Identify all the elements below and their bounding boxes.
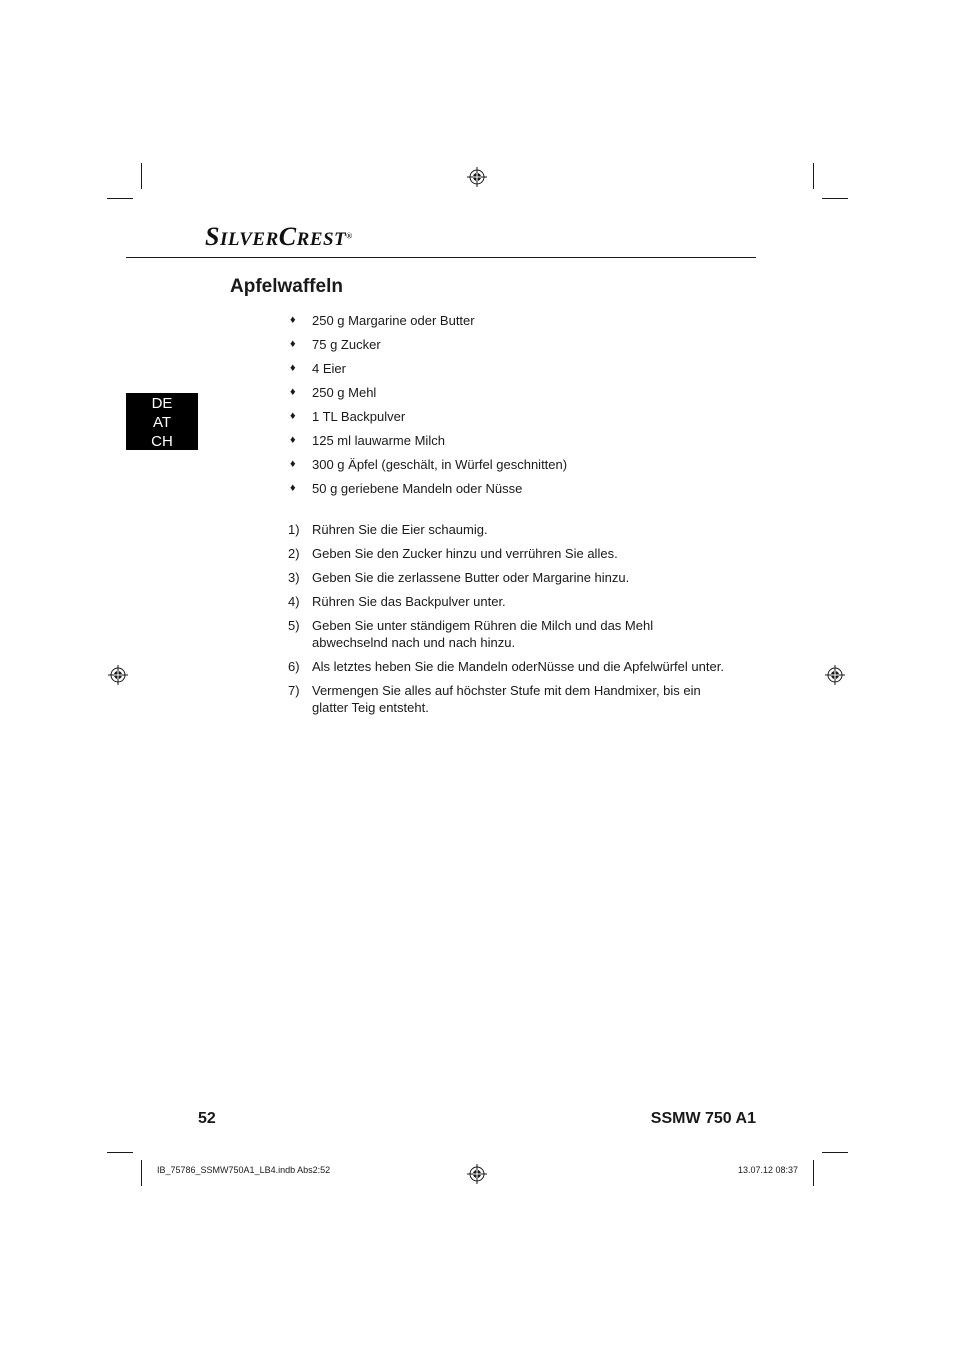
step-number: 2): [288, 546, 300, 561]
step-item: [288, 682, 748, 716]
crop-mark: [813, 163, 814, 189]
ingredient-text: 1 TL Backpulver: [312, 408, 406, 424]
language-code: DE: [151, 395, 173, 412]
language-tab: [126, 393, 198, 450]
step-text: Geben Sie die zerlassene Butter oder Margarine hinzu.: [312, 570, 630, 585]
language-code: AT: [152, 414, 172, 431]
ingredient-text: 125 ml lauwarme Milch: [312, 432, 445, 448]
step-number: 5): [288, 618, 300, 633]
crop-mark: [813, 1160, 814, 1186]
print-date: 13.07.12 08:37: [738, 1165, 799, 1175]
diamond-bullet-icon: ♦: [290, 458, 296, 470]
step-item: [288, 521, 748, 538]
instruction-steps: [288, 521, 748, 723]
list-item: [290, 428, 567, 452]
registration-mark-icon: [825, 665, 845, 685]
step-text: Vermengen Sie alles auf höchster Stufe mit dem Handmixer, bis ein glatter Teig entsteht.: [312, 683, 701, 715]
model-name: SSMW 750 A1: [650, 1110, 756, 1127]
step-item: [288, 593, 748, 610]
diamond-bullet-icon: ♦: [290, 434, 296, 446]
list-item: [290, 452, 567, 476]
step-text: Geben Sie unter ständigem Rühren die Milch und das Mehl abwechselnd nach und nach hinzu.: [312, 618, 654, 650]
ingredient-text: 50 g geriebene Mandeln oder Nüsse: [312, 480, 523, 496]
ingredient-text: 250 g Mehl: [312, 384, 377, 400]
page-number: 52: [198, 1110, 216, 1127]
crop-mark: [107, 1152, 133, 1153]
step-number: 7): [288, 683, 300, 698]
file-info: IB_75786_SSMW750A1_LB4.indb Abs2:52: [157, 1165, 331, 1175]
step-number: 6): [288, 659, 300, 674]
header-rule: [126, 257, 756, 258]
step-item: [288, 569, 748, 586]
list-item: [290, 404, 567, 428]
step-text: Geben Sie den Zucker hinzu und verrühren Sie alles.: [312, 546, 618, 561]
crop-mark: [822, 198, 848, 199]
step-number: 1): [288, 522, 300, 537]
step-text: Rühren Sie das Backpulver unter.: [312, 594, 506, 609]
diamond-bullet-icon: ♦: [290, 482, 296, 494]
diamond-bullet-icon: ♦: [290, 386, 296, 398]
list-item: [290, 476, 567, 500]
language-code: CH: [151, 433, 173, 450]
diamond-bullet-icon: ♦: [290, 338, 296, 350]
step-text: Als letztes heben Sie die Mandeln oderNüsse und die Apfelwürfel unter.: [312, 659, 724, 674]
list-item: [290, 332, 567, 356]
registration-mark-icon: [108, 665, 128, 685]
registration-mark-icon: [467, 167, 487, 187]
step-text: Rühren Sie die Eier schaumig.: [312, 522, 488, 537]
step-item: [288, 658, 748, 675]
crop-mark: [141, 1160, 142, 1186]
diamond-bullet-icon: ♦: [290, 410, 296, 422]
crop-mark: [822, 1152, 848, 1153]
ingredient-text: 4 Eier: [312, 360, 346, 376]
step-item: [288, 617, 748, 651]
step-number: 4): [288, 594, 300, 609]
ingredient-text: 250 g Margarine oder Butter: [312, 312, 475, 328]
list-item: [290, 356, 567, 380]
ingredient-text: 75 g Zucker: [312, 336, 381, 352]
list-item: [290, 380, 567, 404]
diamond-bullet-icon: ♦: [290, 362, 296, 374]
page-title: Apfelwaffeln: [230, 276, 343, 297]
ingredient-list: [290, 308, 567, 500]
crop-mark: [107, 198, 133, 199]
brand-logo: SILVERCREST®: [205, 222, 353, 251]
step-item: [288, 545, 748, 562]
crop-mark: [141, 163, 142, 189]
registration-mark-icon: [467, 1164, 487, 1184]
diamond-bullet-icon: ♦: [290, 314, 296, 326]
ingredient-text: 300 g Äpfel (geschält, in Würfel geschnitten): [312, 456, 568, 472]
step-number: 3): [288, 570, 300, 585]
list-item: [290, 308, 567, 332]
